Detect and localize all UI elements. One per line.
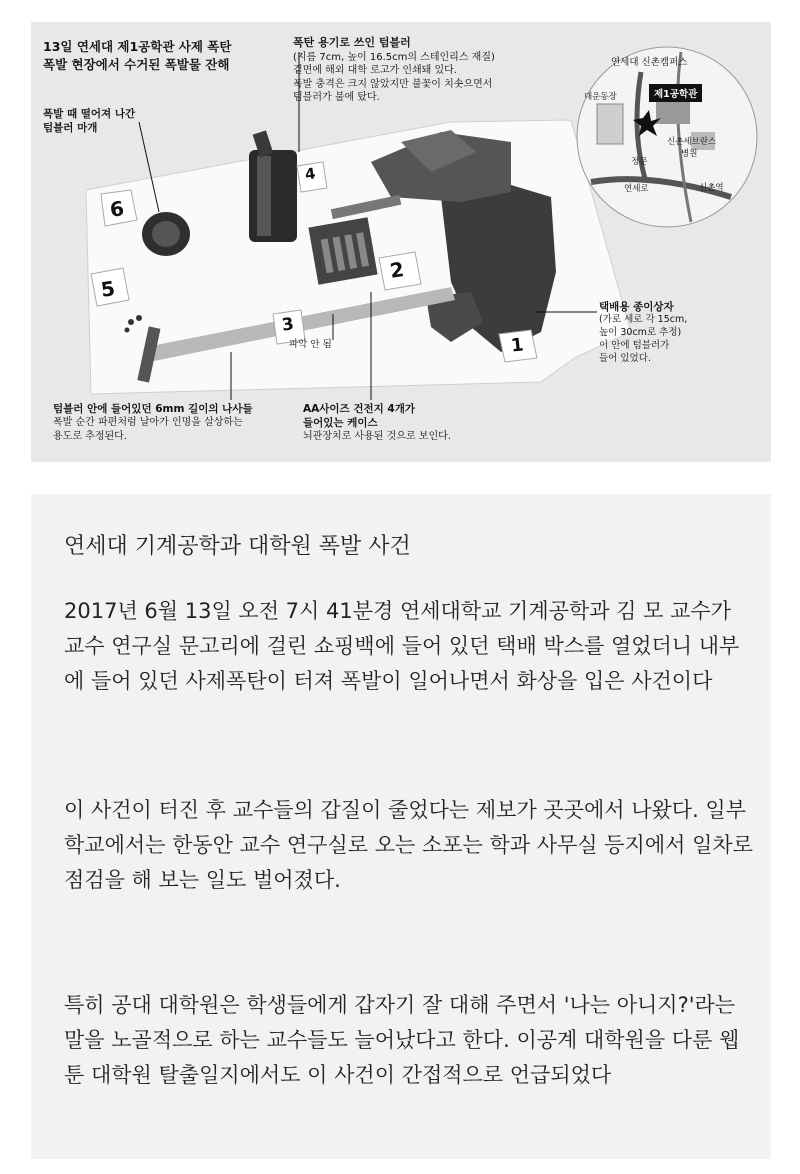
marker-number-4: 4 xyxy=(303,164,317,184)
map-building-label: 제1공학관 xyxy=(649,84,702,102)
battery-case-debris xyxy=(308,217,377,285)
article-paragraph-2: 이 사건이 터진 후 교수들의 갑질이 줄었다는 제보가 곳곳에서 나왔다. 일부 학교에서는 한동안 교수 연구실로 오는 소포는 학과 사무실 등지에서 일차로 점검을 해 보는 일도 벌어졌다. xyxy=(64,798,753,892)
marker-number-6: 6 xyxy=(108,196,126,222)
marker-number-5: 5 xyxy=(99,276,117,302)
marker-number-2: 2 xyxy=(388,257,406,283)
tumbler-debris xyxy=(249,150,297,242)
cap-caption: 폭발 때 떨어져 나간 텀블러 마개 xyxy=(43,108,136,135)
battery-caption: AA사이즈 건전지 4개가 들어있는 케이스 뇌관장치로 사용된 것으로 보인다. xyxy=(303,403,451,443)
map-severance-label-1: 신촌세브란스 xyxy=(667,137,717,147)
explosive-debris-infographic xyxy=(31,22,771,462)
box-caption: 택배용 종이상자 (가로 세로 각 15cm, 높이 30cm로 추정) 이 안에 텀블러가 들어 있었다. xyxy=(599,301,688,364)
article-card xyxy=(31,494,771,1159)
tumbler-caption: 폭탄 용기로 쓰인 텀블러 (지름 7cm, 높이 16.5cm의 스테인리스 재질) 겉면에 해외 대학 로고가 인쇄돼 있다. 폭발 충격은 크지 않았지만 불꽃이 치솟으면서 텀블러가 불에 탔다. xyxy=(293,36,495,104)
screws-caption: 텀블러 안에 들어있던 6mm 길이의 나사들 폭발 순간 파편처럼 날아가 인명을 살상하는 용도로 추정된다. xyxy=(53,403,253,442)
map-campus-label: 연세대 신촌캠퍼스 xyxy=(611,57,688,68)
article-title: 연세대 기계공학과 대학원 폭발 사건 xyxy=(64,534,411,559)
marker-number-3: 3 xyxy=(280,314,296,336)
map-gate-label: 정문 xyxy=(631,157,648,167)
map-station-label: 신촌역 xyxy=(699,183,724,193)
article-paragraph-3: 특히 공대 대학원은 학생들에게 갑자기 잘 대해 주면서 '나는 아니지?'라는 말을 노골적으로 하는 교수들도 늘어났다고 한다. 이공계 대학원을 다룬 웹툰 대학원 탈출일지에서도 이 사건이 간접적으로 언급되었다 xyxy=(64,993,740,1087)
map-severance-label-2: 병원 xyxy=(681,149,698,159)
article-paragraph-1: 2017년 6월 13일 오전 7시 41분경 연세대학교 기계공학과 김 모 교수가 교수 연구실 문고리에 걸린 쇼핑백에 들어 있던 택배 박스를 열었더니 내부에 들어 있던 사제폭탄이 터져 폭발이 일어나면서 화상을 입은 사건이다 xyxy=(64,599,740,693)
marker-number-1: 1 xyxy=(509,334,525,357)
map-west-label: 대운동장 xyxy=(584,92,617,102)
figure-title: 13일 연세대 제1공학관 사제 폭탄 폭발 현장에서 수거된 폭발물 잔해 xyxy=(43,39,232,73)
map-road-label: 연세로 xyxy=(624,184,649,194)
unidentified-caption: 파악 안 됨 xyxy=(289,339,332,350)
